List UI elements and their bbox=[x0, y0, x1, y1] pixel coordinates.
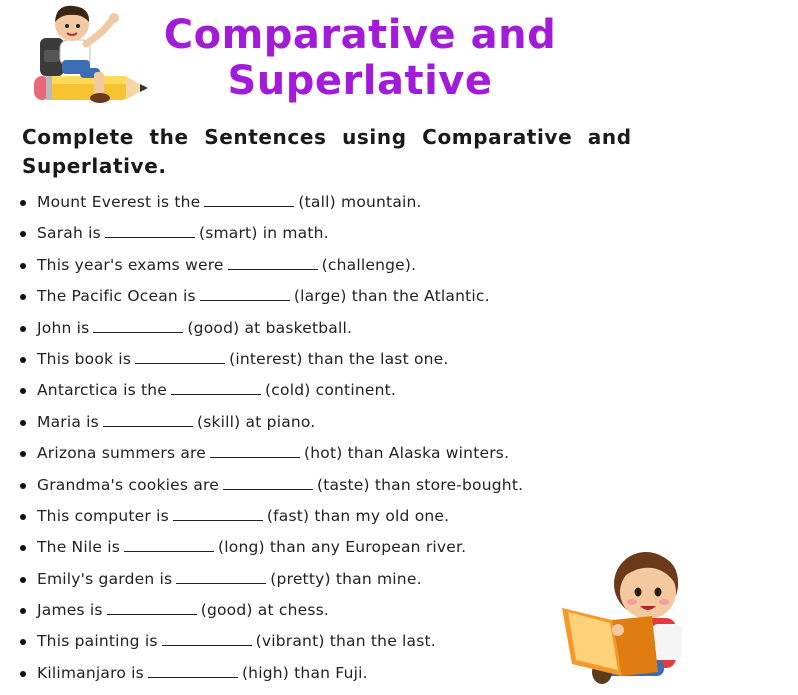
bullet-icon bbox=[20, 357, 26, 363]
sentence-end: (good) at chess. bbox=[200, 601, 330, 620]
answer-blank[interactable] bbox=[148, 664, 238, 678]
list-item bbox=[20, 410, 523, 441]
sentence-end: (good) at basketball. bbox=[187, 318, 353, 337]
sentence-end: (large) than the Atlantic. bbox=[293, 287, 490, 306]
list-item bbox=[20, 629, 523, 660]
list-item bbox=[20, 473, 523, 504]
list-item bbox=[20, 316, 523, 347]
bullet-icon bbox=[20, 420, 26, 426]
bullet-icon bbox=[20, 483, 26, 489]
answer-blank[interactable] bbox=[124, 538, 214, 552]
answer-blank[interactable] bbox=[171, 381, 261, 395]
bullet-icon bbox=[20, 451, 26, 457]
sentence-start: The Nile is bbox=[37, 538, 121, 557]
list-item bbox=[20, 504, 523, 535]
answer-blank[interactable] bbox=[204, 193, 294, 207]
bullet-icon bbox=[20, 263, 26, 269]
sentence-start: Emily's garden is bbox=[37, 569, 173, 588]
sentence-end: (fast) than my old one. bbox=[266, 506, 450, 525]
bullet-icon bbox=[20, 294, 26, 300]
answer-blank[interactable] bbox=[103, 413, 193, 427]
bullet-icon bbox=[20, 545, 26, 551]
answer-blank[interactable] bbox=[162, 632, 252, 646]
boy-reading-book-icon bbox=[556, 548, 706, 693]
list-item bbox=[20, 378, 523, 409]
sentence-end: (skill) at piano. bbox=[196, 412, 316, 431]
title-line-1: Comparative and bbox=[163, 12, 557, 58]
sentence-end: (pretty) than mine. bbox=[270, 569, 422, 588]
instruction-text: Complete the Sentences using Comparative and Superlative. bbox=[22, 125, 632, 178]
list-item bbox=[20, 221, 523, 252]
bullet-icon bbox=[20, 577, 26, 583]
sentence-end: (vibrant) than the last. bbox=[255, 632, 436, 651]
bullet-icon bbox=[20, 671, 26, 677]
answer-blank[interactable] bbox=[93, 319, 183, 333]
boy-on-pencil-icon bbox=[20, 2, 155, 114]
list-item bbox=[20, 661, 523, 692]
bullet-icon bbox=[20, 231, 26, 237]
bullet-icon bbox=[20, 388, 26, 394]
list-item bbox=[20, 441, 523, 472]
sentence-start: John is bbox=[37, 318, 90, 337]
sentence-end: (tall) mountain. bbox=[298, 193, 422, 211]
answer-blank[interactable] bbox=[173, 507, 263, 521]
sentence-start: Antarctica is the bbox=[37, 381, 168, 400]
list-item bbox=[20, 253, 523, 284]
sentence-end: (interest) than the last one. bbox=[229, 349, 449, 368]
bullet-icon bbox=[20, 639, 26, 645]
bullet-icon bbox=[20, 326, 26, 332]
list-item bbox=[20, 190, 523, 221]
sentence-start: This computer is bbox=[37, 506, 169, 525]
sentence-end: (smart) in math. bbox=[198, 224, 329, 243]
sentence-start: This year's exams were bbox=[37, 255, 224, 274]
sentence-start: Sarah is bbox=[37, 224, 101, 243]
sentence-end: (long) than any European river. bbox=[218, 538, 467, 557]
sentence-end: (taste) than store-bought. bbox=[316, 475, 524, 494]
answer-blank[interactable] bbox=[228, 256, 318, 270]
sentence-start: Mount Everest is the bbox=[37, 193, 201, 211]
sentence-start: This painting is bbox=[37, 632, 158, 651]
list-item bbox=[20, 598, 523, 629]
sentence-end: (high) than Fuji. bbox=[241, 663, 368, 682]
answer-blank[interactable] bbox=[176, 570, 266, 584]
bullet-icon bbox=[20, 514, 26, 520]
sentence-start: The Pacific Ocean is bbox=[37, 287, 196, 306]
sentence-end: (cold) continent. bbox=[265, 381, 397, 400]
list-item bbox=[20, 567, 523, 598]
title-line-2: Superlative bbox=[227, 58, 493, 104]
sentence-list bbox=[20, 190, 523, 692]
sentence-start: Grandma's cookies are bbox=[37, 475, 219, 494]
worksheet-title bbox=[150, 12, 570, 104]
bullet-icon bbox=[20, 200, 26, 206]
list-item bbox=[20, 535, 523, 566]
answer-blank[interactable] bbox=[210, 444, 300, 458]
sentence-start: This book is bbox=[37, 349, 132, 368]
sentence-start: Maria is bbox=[37, 412, 99, 431]
answer-blank[interactable] bbox=[107, 601, 197, 615]
sentence-start: James is bbox=[37, 601, 103, 620]
list-item bbox=[20, 347, 523, 378]
bullet-icon bbox=[20, 608, 26, 614]
answer-blank[interactable] bbox=[135, 350, 225, 364]
answer-blank[interactable] bbox=[105, 224, 195, 238]
list-item bbox=[20, 284, 523, 315]
answer-blank[interactable] bbox=[223, 476, 313, 490]
sentence-end: (challenge). bbox=[321, 255, 417, 274]
answer-blank[interactable] bbox=[200, 287, 290, 301]
sentence-end: (hot) than Alaska winters. bbox=[304, 444, 510, 463]
sentence-start: Kilimanjaro is bbox=[37, 663, 144, 682]
sentence-start: Arizona summers are bbox=[37, 444, 207, 463]
